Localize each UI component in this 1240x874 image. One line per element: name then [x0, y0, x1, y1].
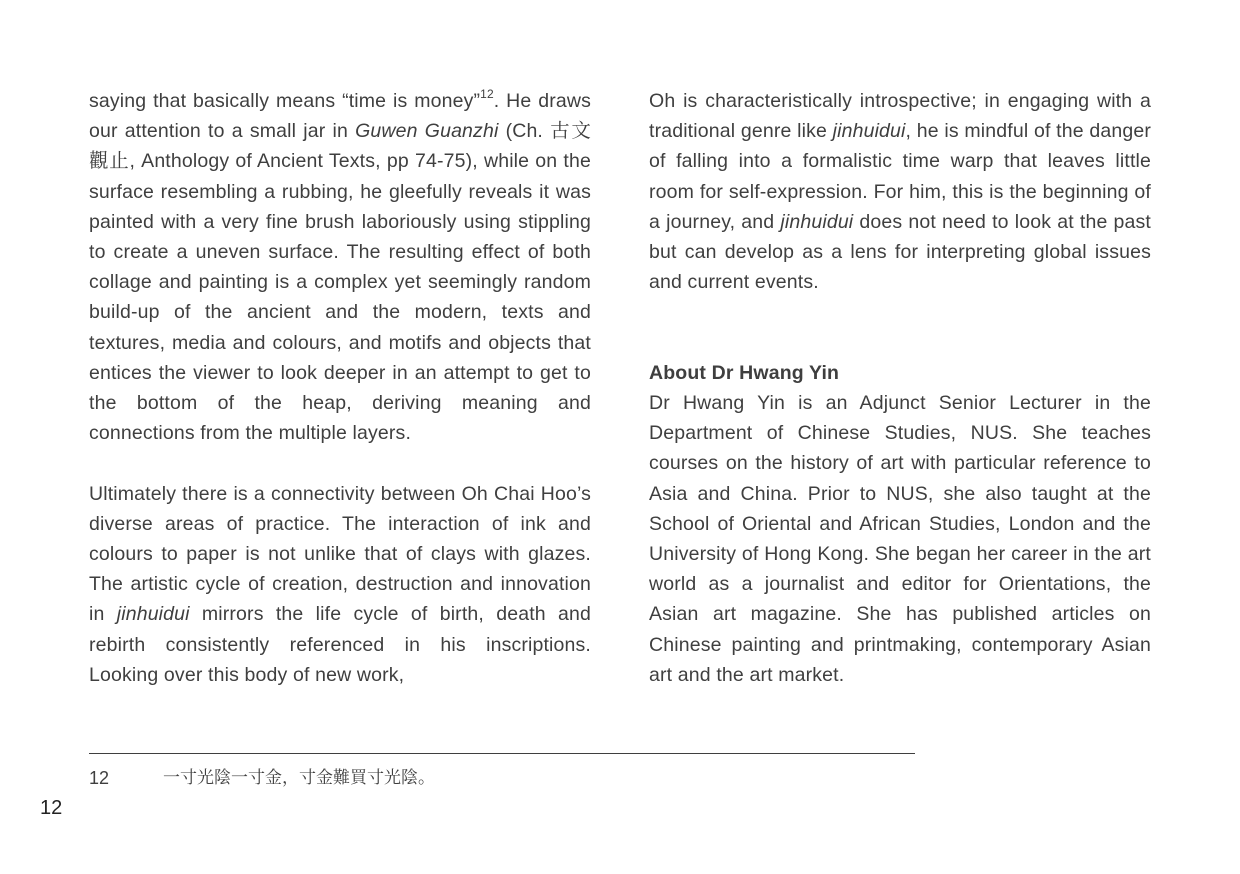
italic-term: jinhuidui — [832, 120, 906, 143]
body-paragraph — [649, 86, 1151, 297]
about-paragraph: Dr Hwang Yin is an Adjunct Senior Lecturer in the Department of Chinese Studies, NUS. She teaches courses on the history of art with particular reference to Asia and China. Prior to NUS, she also taught at the School of Oriental and African Studies, London and the University of Hong Kong. She began her career in the art world as a journalist and editor for Orientations, the Asian art magazine. She has published articles on Chinese painting and printmaking, contemporary Asian art and the art market. — [649, 392, 1151, 686]
body-paragraph — [89, 86, 591, 448]
left-text-column — [89, 86, 591, 690]
italic-term: jinhuidui — [116, 603, 190, 626]
text-run: saying that basically means “time is money” — [89, 90, 481, 112]
right-text-column — [649, 86, 1151, 690]
text-run: mirrors the life cycle of birth, death and rebirth consistently referenced in his inscriptions. Looking over this body of new work, — [89, 603, 591, 686]
body-paragraph — [89, 479, 591, 690]
text-run: Oh is characteristically introspective; in engaging with a traditional genre like — [649, 90, 1151, 143]
italic-term: jinhuidui — [780, 210, 854, 233]
footnote-text: 一寸光陰一寸金，寸金難買寸光陰。 — [163, 768, 435, 788]
text-run: Ultimately there is a connectivity between Oh Chai Hoo’s diverse areas of practice. The interaction of ink and colours to paper is not unlike that of clays with glazes. The artistic cycle of creation, destruction and innovation in — [89, 482, 591, 626]
footnote-divider — [89, 753, 915, 754]
text-run: , he is mindful of the danger of falling into a formalistic time warp that leaves little room for self-expression. For him, this is the beginning of a journey, and — [649, 120, 1151, 233]
text-run: . He draws our attention to a small jar in — [89, 90, 591, 143]
about-heading: About Dr Hwang Yin — [649, 361, 840, 384]
italic-title: Guwen Guanzhi — [355, 120, 499, 143]
footnote-number: 12 — [89, 768, 110, 788]
text-run: does not need to look at the past but can develop as a lens for interpreting global issues and current events. — [649, 210, 1151, 294]
page-number: 12 — [40, 797, 63, 819]
footnote-reference[interactable]: 12 — [480, 86, 494, 101]
text-run: (Ch. 古文觀止, Anthology of Ancient Texts, pp 74-75), while on the surface resembling a rubbing, he gleefully reveals it was painted with a very fine brush laboriously using stippling to create a uneven surface. The resulting effect of both collage and painting is a complex yet seemingly random build-up of the ancient and the modern, texts and textures, media and colours, and motifs and objects that entices the viewer to look deeper in an attempt to get to the bottom of the heap, deriving meaning and connections from the multiple layers. — [89, 120, 591, 445]
